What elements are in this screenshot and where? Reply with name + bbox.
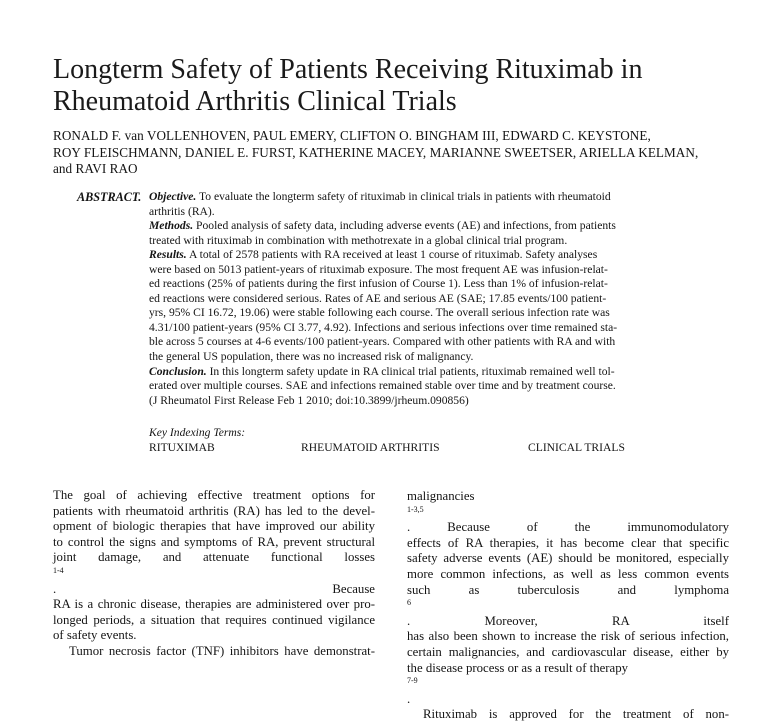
abstract-methods [149, 219, 631, 234]
citation-line: (J Rheumatol First Release Feb 1 2010; doi:10.3899/jrheum.090856) [149, 393, 469, 407]
objective-text: To evaluate the longterm safety of rituximab in clinical trials in patients with rheumatoid [196, 190, 611, 203]
abstract-line: the general US population, there was no increased risk of malignancy. [149, 350, 474, 364]
abstract-body [149, 190, 631, 408]
body-line [53, 550, 375, 597]
body-column-left [53, 488, 375, 660]
citation-ref: 1-4 [53, 565, 64, 575]
title-line: Rheumatoid Arthritis Clinical Trials [53, 86, 457, 117]
body-line [407, 489, 729, 536]
body-line: The goal of achieving effective treatment options for [53, 488, 375, 502]
abstract-line: ed reactions were considered serious. Rates of AE and serious AE (SAE; 17.85 events/100 patient- [149, 291, 607, 305]
keyword-item: CLINICAL TRIALS [528, 441, 625, 454]
keyword-item: RHEUMATOID ARTHRITIS [301, 441, 440, 454]
body-text: . Moreover, RA itself [407, 613, 729, 628]
abstract-objective [149, 190, 631, 205]
abstract-line: ble across 5 courses at 4-6 events/100 patient-years. Compared with other patients with RA and with [149, 335, 616, 349]
abstract-results [149, 248, 631, 263]
author-list [53, 128, 753, 178]
citation-ref: 6 [407, 598, 411, 608]
abstract-line: yrs, 95% CI 16.72, 19.06) were stable following each course. The overall serious infection rate was [149, 306, 610, 320]
abstract-line: erated over multiple courses. SAE and infections remained stable over time and by treatment course. [149, 379, 616, 393]
body-text: . Because of the immunomodulatory [407, 520, 729, 535]
abstract-line: treated with rituximab in combination with methotrexate in a global clinical trial program. [149, 233, 568, 247]
methods-text: Pooled analysis of safety data, including adverse events (AE) and infections, from patients [193, 219, 616, 233]
abstract-line: were based on 5013 patient-years of rituximab exposure. The most frequent AE was infusion-relat- [149, 262, 608, 276]
body-line: to control the signs and symptoms of RA, prevent structural [53, 534, 375, 549]
body-line: longed periods, a situation that requires continued vigilance [53, 612, 375, 627]
conclusion-heading: Conclusion. [149, 364, 207, 378]
citation-ref: 7-9 [407, 676, 418, 686]
paper-title [53, 54, 753, 118]
body-line: certain malignancies, and cardiovascular disease, either by [407, 644, 729, 659]
body-text: joint damage, and attenuate functional losses [53, 550, 375, 565]
body-line: Rituximab is approved for the treatment of non- [423, 707, 729, 722]
author-line: RONALD F. van VOLLENHOVEN, PAUL EMERY, CLIFTON O. BINGHAM III, EDWARD C. KEYSTONE, [53, 128, 651, 143]
author-line: and RAVI RAO [53, 161, 138, 176]
title-line: Longterm Safety of Patients Receiving Rituximab in [53, 54, 643, 85]
results-text: A total of 2578 patients with RA received at least 1 course of rituximab. Safety analyses [186, 248, 598, 262]
methods-heading: Methods. [149, 219, 194, 233]
body-line: opment of biologic therapies that have improved our ability [53, 519, 375, 534]
body-column-right [407, 489, 729, 723]
body-text: such as tuberculosis and lymphoma [407, 582, 729, 597]
keyword-item: RITUXIMAB [149, 441, 215, 454]
abstract-line: arthritis (RA). [149, 204, 215, 218]
body-line: effects of RA therapies, it has become clear that specific [407, 535, 729, 550]
objective-heading: Objective. [149, 190, 197, 203]
citation-ref: 1-3,5 [407, 504, 424, 514]
body-line: has also been shown to increase the risk of serious infection, [407, 629, 729, 644]
body-text: malignancies [407, 489, 475, 503]
abstract-conclusion [149, 365, 631, 380]
abstract-line: ed reactions (25% of patients during the first infusion of Course 1). Less than 1% of infusion-relat- [149, 277, 608, 291]
conclusion-text: In this longterm safety update in RA clinical trial patients, rituximab remained well tol- [206, 364, 615, 378]
body-text: . Because [53, 581, 375, 596]
body-line [407, 661, 729, 708]
body-line [407, 583, 729, 630]
keywords-title: Key Indexing Terms: [149, 426, 246, 439]
body-text: the disease process or as a result of therapy [407, 660, 629, 675]
body-line: RA is a chronic disease, therapies are administered over pro- [53, 597, 375, 612]
body-line: patients with rheumatoid arthritis (RA) has led to the devel- [53, 503, 375, 518]
body-line: safety adverse events (AE) should be monitored, especially [407, 551, 729, 566]
body-text: . [407, 691, 411, 706]
abstract-line: 4.31/100 patient-years (95% CI 3.77, 4.92). Infections and serious infections over time remained sta- [149, 320, 618, 334]
body-line: Tumor necrosis factor (TNF) inhibitors have demonstrat- [69, 643, 375, 658]
results-heading: Results. [149, 248, 187, 262]
body-line: of safety events. [53, 628, 137, 643]
body-line: more common infections, as well as less common events [407, 566, 729, 581]
author-line: ROY FLEISCHMANN, DANIEL E. FURST, KATHERINE MACEY, MARIANNE SWEETSER, ARIELLA KELMAN, [53, 144, 699, 160]
abstract-label: ABSTRACT. [77, 190, 142, 204]
